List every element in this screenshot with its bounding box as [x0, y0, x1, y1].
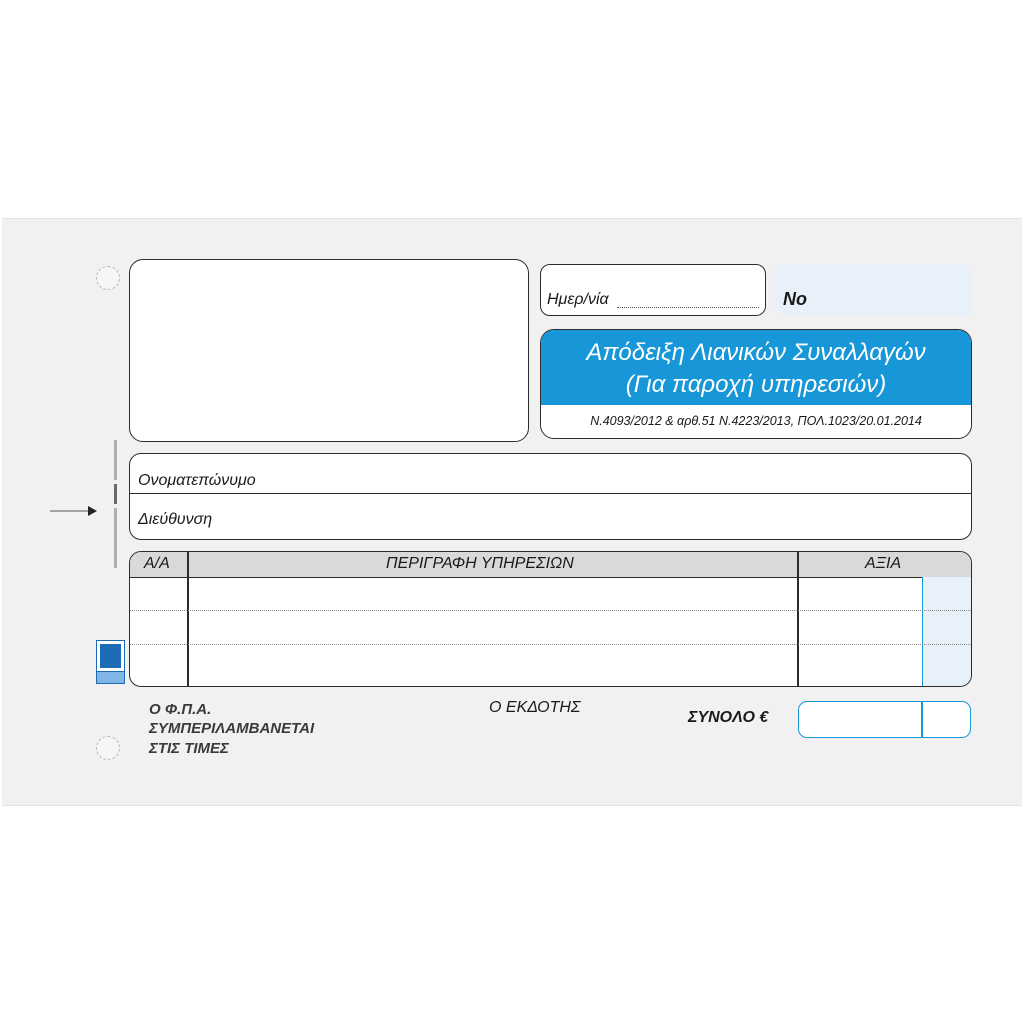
total-cents-divider	[921, 702, 923, 737]
vat-line-1: Ο Φ.Π.Α.	[149, 701, 212, 718]
vat-line-2: ΣΥΜΠΕΡΙΛΑΜΒΑΝΕΤΑΙ	[149, 720, 315, 737]
number-field[interactable]	[774, 264, 972, 316]
law-reference: Ν.4093/2012 & αρθ.51 Ν.4223/2013, ΠΟΛ.1023/20.01.2014	[590, 414, 922, 428]
issuer-label: Ο ΕΚΔΟΤΗΣ	[489, 699, 581, 716]
date-field[interactable]	[540, 264, 766, 316]
table-header	[130, 552, 971, 578]
col-aa-header: Α/Α	[144, 555, 170, 572]
address-label: Διεύθυνση	[138, 511, 213, 528]
col-divider-value	[797, 552, 799, 686]
uni-logo	[96, 640, 125, 684]
cents-column	[922, 577, 972, 687]
receipt-title-box	[540, 329, 972, 439]
customer-divider	[130, 493, 971, 494]
services-table	[129, 551, 972, 687]
binding-hole-top	[96, 266, 120, 290]
perforation-arrow-icon	[50, 504, 98, 518]
number-label: No	[783, 289, 807, 309]
table-row-line	[130, 644, 971, 645]
title-band	[541, 330, 971, 405]
customer-box	[129, 453, 972, 540]
binding-hole-bottom	[96, 736, 120, 760]
date-dotted-line	[617, 307, 759, 308]
total-field[interactable]	[798, 701, 971, 738]
col-value-header: ΑΞΙΑ	[865, 555, 902, 572]
table-row-line	[130, 610, 971, 611]
date-label: Ημερ/νία	[547, 291, 609, 308]
title-line-1: Απόδειξη Λιανικών Συναλλαγών	[586, 339, 926, 366]
col-divider-aa	[187, 552, 189, 686]
total-label: ΣΥΝΟΛΟ €	[688, 709, 769, 726]
vat-line-3: ΣΤΙΣ ΤΙΜΕΣ	[149, 740, 229, 757]
title-line-2: (Για παροχή υπηρεσιών)	[625, 371, 887, 398]
name-label: Ονοματεπώνυμο	[138, 472, 256, 489]
col-description-header: ΠΕΡΙΓΡΑΦΗ ΥΠΗΡΕΣΙΩΝ	[386, 555, 574, 572]
printer-vertical-mark	[111, 440, 121, 570]
company-stamp-box	[129, 259, 529, 442]
